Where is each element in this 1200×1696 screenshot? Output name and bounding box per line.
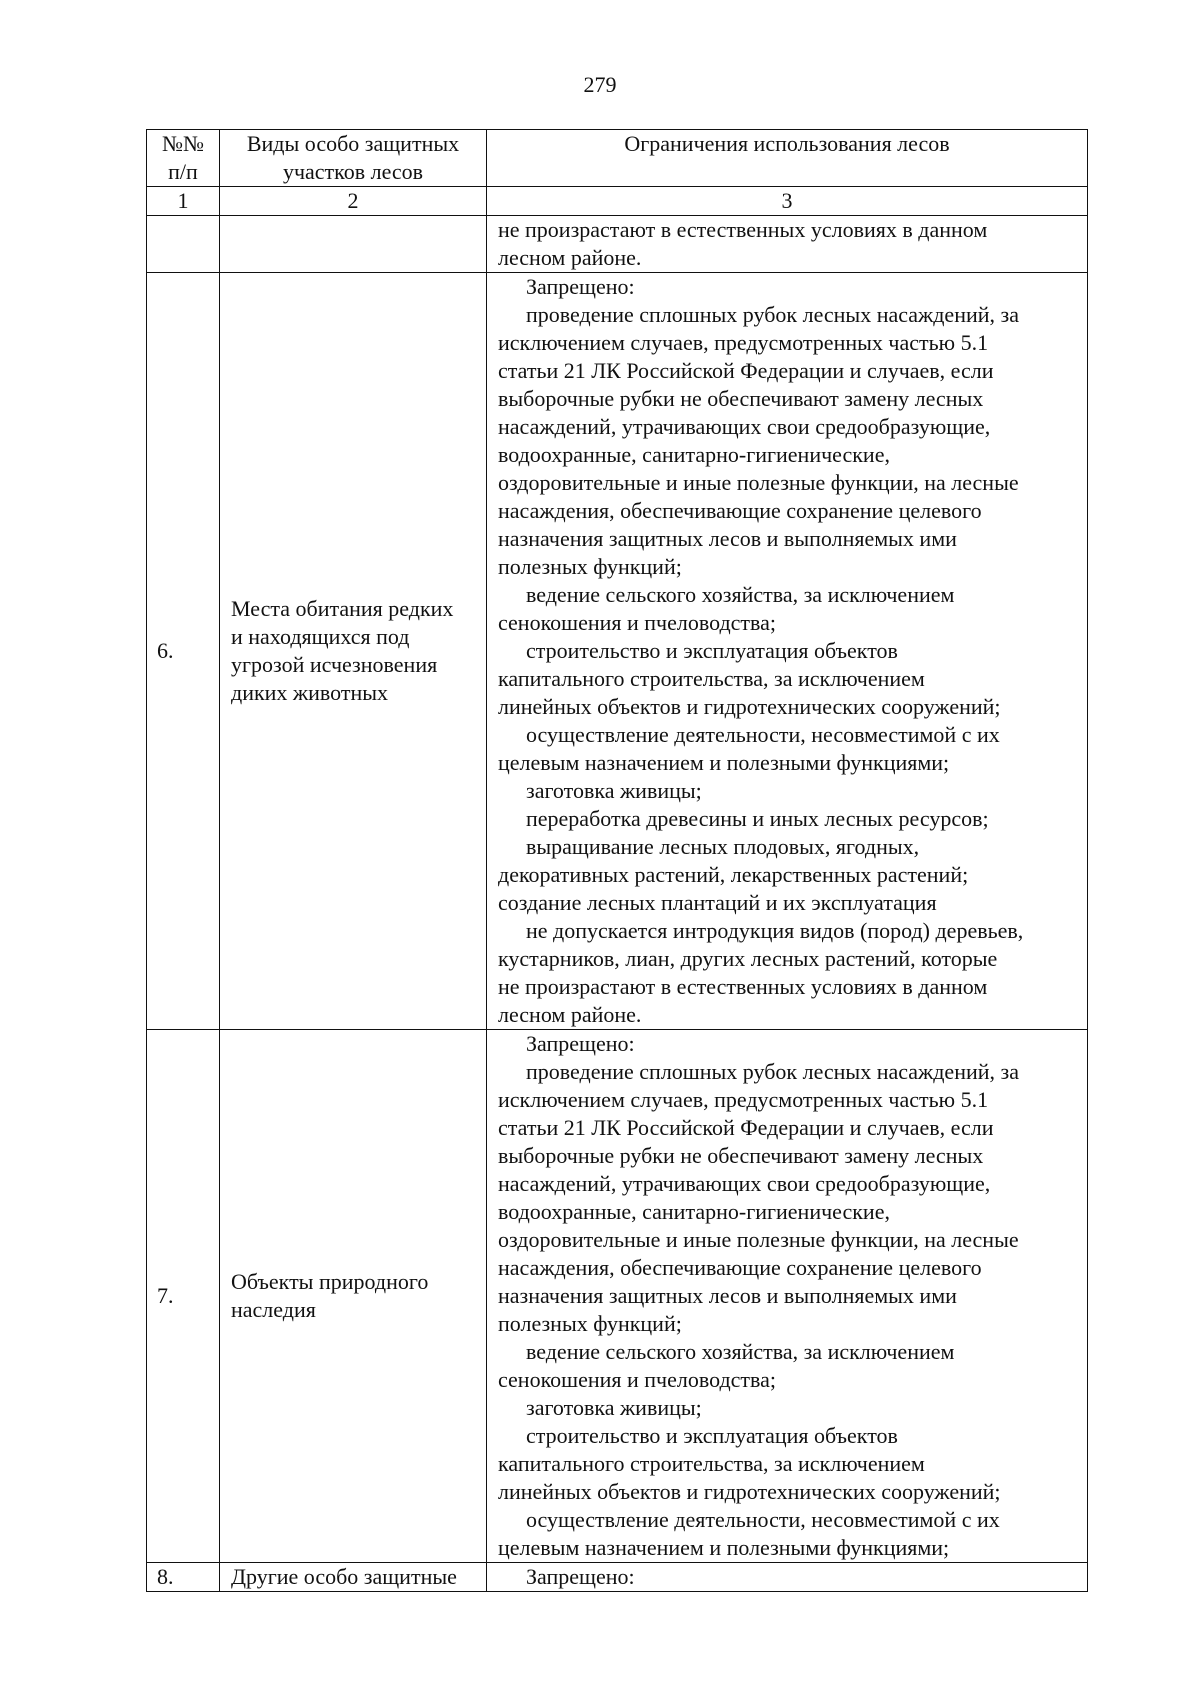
row-number: 6.	[147, 273, 220, 1030]
row-number: 8.	[147, 1563, 220, 1592]
restriction-line: не произрастают в естественных условиях в данном	[498, 217, 988, 242]
column-number-2: 2	[220, 187, 487, 216]
restriction-line: осуществление деятельности, несовместимой с их	[526, 722, 1000, 747]
table-header-row	[147, 130, 1088, 187]
protected-area-type-line: и находящихся под	[231, 624, 410, 649]
header-restrictions	[487, 130, 1088, 187]
restriction-line: проведение сплошных рубок лесных насаждений, за	[526, 1059, 1019, 1084]
column-number-row	[147, 187, 1088, 216]
header-type-line1: Виды особо защитных	[246, 131, 460, 156]
restrictions-cell	[487, 1563, 1088, 1592]
restriction-line: проведение сплошных рубок лесных насаждений, за	[526, 302, 1019, 327]
restriction-line: выборочные рубки не обеспечивают замену лесных	[498, 1143, 984, 1168]
restriction-line: не допускается интродукция видов (пород) деревьев,	[526, 918, 1024, 943]
restriction-line: целевым назначением и полезными функциями;	[498, 750, 950, 775]
restriction-line: осуществление деятельности, несовместимой с их	[526, 1507, 1000, 1532]
header-num	[147, 130, 220, 187]
protected-area-type	[220, 1563, 487, 1592]
restriction-line: заготовка живицы;	[526, 778, 702, 803]
protected-area-type	[220, 1030, 487, 1563]
restriction-line: сенокошения и пчеловодства;	[498, 1367, 777, 1392]
table-row	[147, 273, 1088, 1030]
restriction-line: выращивание лесных плодовых, ягодных,	[526, 834, 920, 859]
restriction-line: линейных объектов и гидротехнических сооружений;	[498, 694, 1001, 719]
restriction-line: капитального строительства, за исключением	[498, 1451, 925, 1476]
restrictions-cell	[487, 1030, 1088, 1563]
forest-restrictions-table	[146, 129, 1088, 1592]
restriction-line: исключением случаев, предусмотренных частью 5.1	[498, 330, 989, 355]
table-row	[147, 1030, 1088, 1563]
restriction-line: насаждения, обеспечивающие сохранение целевого	[498, 1255, 982, 1280]
column-number-1: 1	[147, 187, 220, 216]
restriction-line: линейных объектов и гидротехнических сооружений;	[498, 1479, 1001, 1504]
restriction-line: кустарников, лиан, других лесных растений, которые	[498, 946, 998, 971]
restriction-line: Запрещено:	[526, 1031, 635, 1056]
restriction-line: создание лесных плантаций и их эксплуатация	[498, 890, 937, 915]
restriction-line: насаждения, обеспечивающие сохранение целевого	[498, 498, 982, 523]
restriction-line: оздоровительные и иные полезные функции, на лесные	[498, 470, 1019, 495]
protected-area-type-line: Другие особо защитные	[231, 1564, 457, 1589]
restriction-line: целевым назначением и полезными функциями;	[498, 1535, 950, 1560]
restriction-line: назначения защитных лесов и выполняемых ими	[498, 1283, 957, 1308]
restriction-line: капитального строительства, за исключением	[498, 666, 925, 691]
restriction-line: оздоровительные и иные полезные функции, на лесные	[498, 1227, 1019, 1252]
restriction-line: сенокошения и пчеловодства;	[498, 610, 777, 635]
column-number-3: 3	[487, 187, 1088, 216]
row-number	[147, 216, 220, 273]
restriction-line: лесном районе.	[498, 245, 642, 270]
restriction-line: статьи 21 ЛК Российской Федерации и случаев, если	[498, 358, 994, 383]
restriction-line: выборочные рубки не обеспечивают замену лесных	[498, 386, 984, 411]
protected-area-type	[220, 216, 487, 273]
restriction-line: заготовка живицы;	[526, 1395, 702, 1420]
restriction-line: лесном районе.	[498, 1002, 642, 1027]
header-type-line2: участков лесов	[282, 159, 424, 184]
protected-area-type-line: Места обитания редких	[231, 596, 454, 621]
restriction-line: строительство и эксплуатация объектов	[526, 1423, 898, 1448]
restriction-line: полезных функций;	[498, 1311, 682, 1336]
table-row	[147, 1563, 1088, 1592]
header-num-line2: п/п	[168, 159, 198, 184]
restriction-line: строительство и эксплуатация объектов	[526, 638, 898, 663]
header-type	[220, 130, 487, 187]
protected-area-type-line: наследия	[231, 1297, 316, 1322]
restriction-line: полезных функций;	[498, 554, 682, 579]
protected-area-type	[220, 273, 487, 1030]
restriction-line: ведение сельского хозяйства, за исключением	[526, 582, 955, 607]
restrictions-cell	[487, 273, 1088, 1030]
restriction-line: Запрещено:	[526, 1564, 635, 1589]
restriction-line: переработка древесины и иных лесных ресурсов;	[526, 806, 989, 831]
row-number: 7.	[147, 1030, 220, 1563]
protected-area-type-line: угрозой исчезновения	[231, 652, 438, 677]
restriction-line: исключением случаев, предусмотренных частью 5.1	[498, 1087, 989, 1112]
restriction-line: Запрещено:	[526, 274, 635, 299]
table-row	[147, 216, 1088, 273]
protected-area-type-line: диких животных	[231, 680, 389, 705]
restriction-line: статьи 21 ЛК Российской Федерации и случаев, если	[498, 1115, 994, 1140]
restriction-line: ведение сельского хозяйства, за исключением	[526, 1339, 955, 1364]
header-num-line1: №№	[162, 131, 204, 156]
restriction-line: насаждений, утрачивающих свои средообразующие,	[498, 1171, 991, 1196]
header-restrictions-text: Ограничения использования лесов	[624, 131, 950, 156]
restrictions-cell	[487, 216, 1088, 273]
restriction-line: декоративных растений, лекарственных растений;	[498, 862, 969, 887]
restriction-line: не произрастают в естественных условиях в данном	[498, 974, 988, 999]
restriction-line: назначения защитных лесов и выполняемых ими	[498, 526, 957, 551]
restriction-line: водоохранные, санитарно-гигиенические,	[498, 1199, 890, 1224]
page-number: 279	[583, 72, 617, 97]
restriction-line: водоохранные, санитарно-гигиенические,	[498, 442, 890, 467]
protected-area-type-line: Объекты природного	[231, 1269, 429, 1294]
restriction-line: насаждений, утрачивающих свои средообразующие,	[498, 414, 991, 439]
